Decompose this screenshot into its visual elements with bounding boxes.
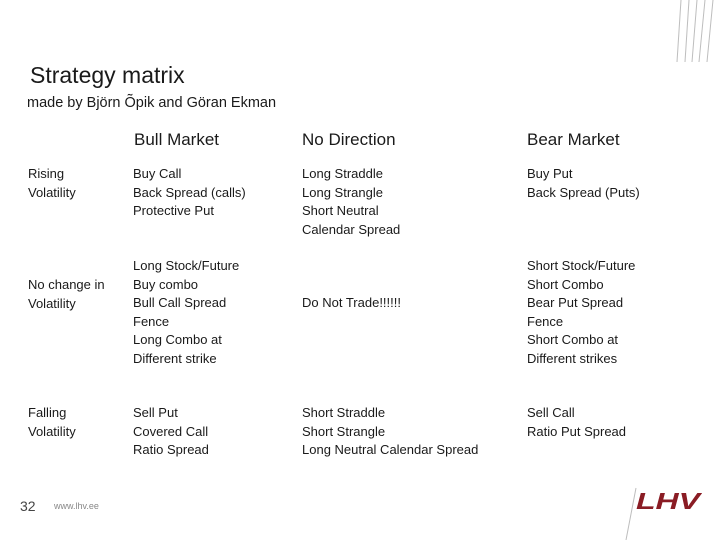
- strategy-item: Covered Call: [133, 423, 209, 439]
- strategy-item: Short Straddle: [302, 405, 386, 420]
- strategy-item: Short Combo at: [527, 332, 619, 347]
- lhv-logo: [636, 488, 702, 512]
- strategy-item: Bull Call Spread: [133, 295, 227, 310]
- row-label-line: No change in: [28, 277, 105, 292]
- row-label-line: Volatility: [28, 423, 76, 439]
- slide-subtitle: made by Björn Õpik and Göran Ekman: [27, 95, 277, 111]
- strategy-item: Different strike: [133, 350, 217, 366]
- strategy-item: Calendar Spread: [302, 221, 401, 237]
- column-header-bull-market: Bull Market: [134, 130, 220, 149]
- row-label-line: Falling: [28, 405, 67, 420]
- row-label-line: Rising: [28, 166, 65, 181]
- cell-falling-no-direction: [302, 404, 478, 460]
- logo-text: LHV: [636, 488, 702, 512]
- strategy-item: Short Neutral: [302, 203, 379, 218]
- cell-falling-bull: [133, 404, 209, 460]
- row-label-no-change-volatility: [28, 276, 105, 313]
- strategy-item: Buy Call: [133, 166, 182, 181]
- strategy-item: Buy combo: [133, 276, 199, 292]
- strategy-item: Fence: [133, 313, 170, 329]
- column-header-bear-market: Bear Market: [527, 130, 620, 149]
- row-label-rising-volatility: [28, 165, 76, 202]
- strategy-item: Short Combo: [527, 276, 604, 292]
- strategy-item: Long Straddle: [302, 166, 383, 181]
- strategy-item: Sell Put: [133, 405, 178, 420]
- strategy-item: Back Spread (calls): [133, 184, 246, 200]
- footer-url: www.lhv.ee: [54, 501, 99, 511]
- strategy-item: Bear Put Spread: [527, 295, 624, 310]
- strategy-item: Sell Call: [527, 405, 575, 420]
- cell-rising-bull: [133, 165, 246, 221]
- strategy-item: Back Spread (Puts): [527, 184, 640, 200]
- strategy-item: Long Neutral Calendar Spread: [302, 442, 479, 457]
- cell-no-change-bear: [527, 257, 635, 368]
- row-label-line: Volatility: [28, 184, 76, 200]
- cell-falling-bear: [527, 404, 626, 441]
- strategy-item: Do Not Trade!!!!!!: [302, 295, 401, 310]
- cell-rising-bear: [527, 165, 640, 202]
- cell-no-change-no-direction: [302, 294, 401, 313]
- cell-rising-no-direction: [302, 165, 400, 239]
- slide-title: Strategy matrix: [30, 62, 185, 88]
- row-label-falling-volatility: [28, 404, 76, 441]
- strategy-item: Protective Put: [133, 203, 214, 218]
- strategy-item: Short Strangle: [302, 423, 386, 439]
- cell-no-change-bull: [133, 257, 239, 368]
- strategy-item: Ratio Spread: [133, 442, 209, 457]
- strategy-item: Buy Put: [527, 166, 573, 181]
- strategy-item: Ratio Put Spread: [527, 423, 627, 439]
- strategy-item: Short Stock/Future: [527, 258, 636, 273]
- row-label-line: Volatility: [28, 295, 76, 311]
- strategy-item: Long Stock/Future: [133, 258, 240, 273]
- strategy-item: Long Combo at: [133, 332, 222, 347]
- page-number: 32: [20, 498, 36, 514]
- column-header-no-direction: No Direction: [302, 130, 396, 149]
- strategy-item: Long Strangle: [302, 184, 383, 200]
- strategy-item: Different strikes: [527, 350, 618, 366]
- strategy-item: Fence: [527, 313, 564, 329]
